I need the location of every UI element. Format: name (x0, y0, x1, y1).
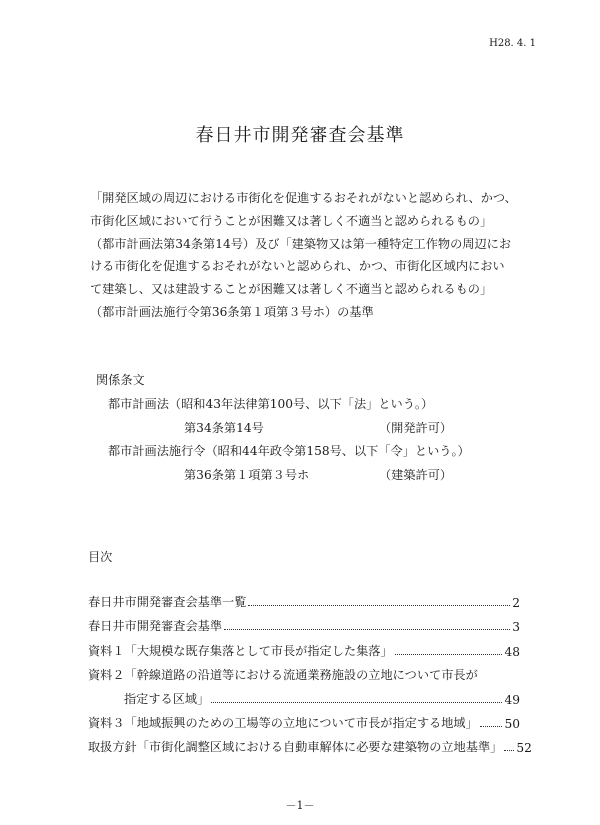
toc-leader (211, 702, 502, 703)
toc-item-title: 春日井市開発審査会基準 (88, 619, 223, 634)
toc-item[interactable] (88, 586, 520, 610)
intro-line: （都市計画法施行令第36条第１項第３号ホ）の基準 (90, 305, 374, 320)
toc-item-title: 資料１「大規模な既存集落として市長が指定した集落」 (88, 643, 393, 658)
page-number: －1－ (285, 799, 315, 812)
toc-item-first-line[interactable]: 資料２「幹線道路の沿道等における流通業務施設の立地について市長が (88, 667, 478, 682)
toc-leader (395, 654, 503, 655)
toc-item[interactable] (88, 683, 520, 707)
toc-leader (480, 726, 503, 727)
toc-heading: 目次 (88, 550, 113, 564)
related-heading: 関係条文 (96, 373, 145, 387)
toc-item-title: 春日井市開発審査会基準一覧 (88, 595, 247, 610)
law2-article: 第36条第１項第３号ホ (184, 468, 310, 483)
toc-item-page: 3 (512, 620, 520, 635)
toc-leader (504, 750, 514, 751)
law1-article: 第34条第14号 (184, 420, 264, 435)
intro-line: ける市街化を促進するおそれがないと認められ、かつ、市街化区域内におい (90, 259, 505, 274)
toc-item[interactable] (88, 610, 520, 634)
toc-leader (224, 629, 510, 630)
law2-name: 都市計画法施行令（昭和44年政令第158号、以下「令」という。） (108, 444, 470, 459)
intro-line: 「開発区域の周辺における市街化を促進するおそれがないと認められ、かつ、 (90, 191, 517, 205)
related-provisions (96, 369, 470, 488)
intro-line: （都市計画法第34条第14号）及び「建築物又は第一種特定工作物の周辺にお (90, 236, 512, 251)
toc-item-page: 2 (512, 596, 520, 611)
document-date: H28. 4. 1 (489, 38, 536, 49)
law2-kind: （建築許可） (379, 468, 453, 483)
intro-line: て建築し、又は建設することが困難又は著しく不適当と認められるもの」 (90, 282, 493, 297)
law1-name: 都市計画法（昭和43年法律第100号、以下「法」という。） (108, 396, 434, 411)
page-title: 春日井市開発審査会基準 (195, 125, 405, 146)
toc-item-title: 指定する区域」 (124, 691, 210, 706)
toc-item-page: 52 (516, 741, 532, 756)
toc-item-page: 48 (504, 644, 520, 659)
table-of-contents (88, 586, 532, 756)
toc-item-page: 49 (504, 692, 520, 707)
intro-line: 市街化区域において行うことが困難又は著しく不適当と認められるもの」 (90, 213, 493, 228)
toc-item-title: 資料３「地域振興のための工場等の立地について市長が指定する地域」 (88, 716, 478, 731)
toc-item[interactable] (88, 707, 520, 731)
toc-item[interactable] (88, 731, 532, 756)
toc-item-title: 取扱方針「市街化調整区域における自動車解体に必要な建築物の立地基準」 (88, 740, 503, 755)
toc-item[interactable] (88, 634, 520, 658)
toc-item-page: 50 (504, 717, 520, 732)
intro-paragraph (90, 187, 550, 324)
law1-kind: （開発許可） (379, 420, 453, 435)
toc-leader (248, 605, 510, 606)
